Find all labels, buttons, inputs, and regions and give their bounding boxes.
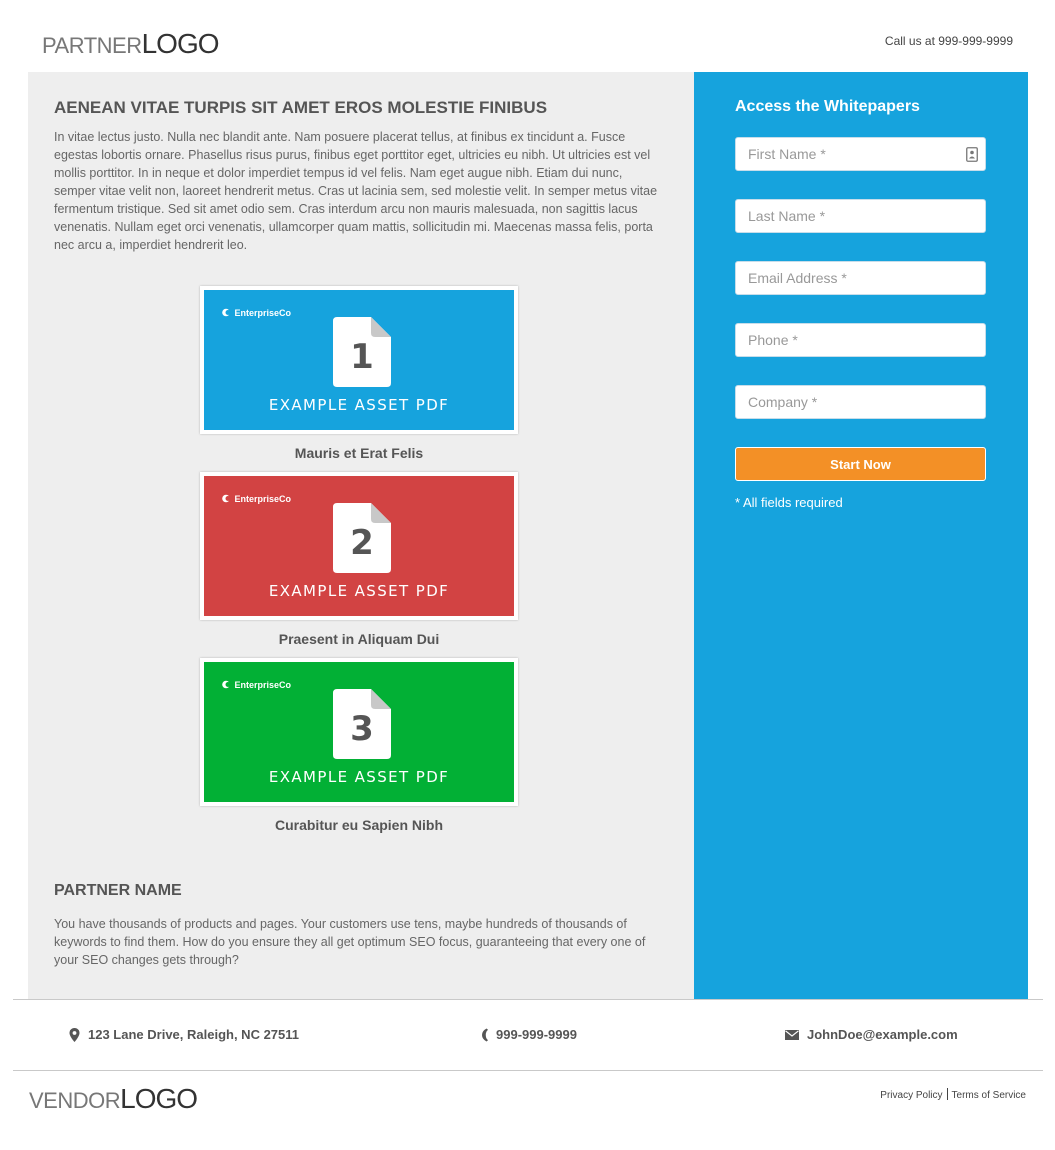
- partner-logo-bold: LOGO: [141, 28, 219, 59]
- start-now-button[interactable]: Start Now: [735, 447, 986, 481]
- document-icon: [333, 503, 391, 573]
- phone-icon: [482, 1028, 488, 1042]
- header-phone: Call us at 999-999-9999: [884, 34, 1013, 48]
- company-input[interactable]: [735, 385, 986, 419]
- location-pin-icon: [69, 1028, 80, 1042]
- asset-label: EXAMPLE ASSET PDF: [268, 768, 450, 786]
- last-name-input[interactable]: [735, 199, 986, 233]
- asset-brand-text: EnterpriseCo: [234, 680, 292, 690]
- terms-of-service-link[interactable]: Terms of Service: [951, 1090, 1026, 1101]
- phone-text[interactable]: 999-999-9999: [496, 1027, 577, 1042]
- asset-brand-text: EnterpriseCo: [234, 494, 292, 504]
- privacy-policy-link[interactable]: Privacy Policy: [880, 1090, 943, 1101]
- phone-input[interactable]: [735, 323, 986, 357]
- enterpriseco-logo: [222, 308, 291, 318]
- asset-item-1: [200, 286, 518, 461]
- asset-caption[interactable]: Curabitur eu Sapien Nibh: [274, 817, 443, 833]
- page-title: AENEAN VITAE TURPIS SIT AMET EROS MOLESTIE FINIBUS: [54, 98, 548, 117]
- required-fields-note: * All fields required: [735, 495, 843, 510]
- content-panel: [28, 72, 694, 999]
- asset-label: EXAMPLE ASSET PDF: [268, 396, 450, 414]
- email-info: [785, 1027, 958, 1042]
- header: [0, 0, 1055, 72]
- footer-link-separator: [947, 1088, 948, 1100]
- asset-thumbnail-2[interactable]: [200, 472, 518, 620]
- asset-item-3: [200, 658, 518, 833]
- vendor-logo-light: VENDOR: [29, 1088, 121, 1113]
- form-sidebar: [694, 72, 1028, 999]
- intro-text: In vitae lectus justo. Nulla nec blandit ante. Nam posuere placerat tellus, at finibus ex tincidunt a. Fusce egestas lobortis ornare. Phasellus risus purus, finibus eget porttitor eget, ultricies eu nibh. Ut ultricies est vel mollis porttitor. In in neque et dolor imperdiet tempus id vel felis. Nam eget augue nibh. Etiam dui nunc, semper vitae velit non, laoreet hendrerit metus. Cras ut lacinia sem, sed molestie velit. In semper metus vitae fermentum tristique. Sed sit amet odio sem. Cras interdum arcu non mauris malesuada, non sagittis lacus venenatis. Nullam eget orci venenatis, ullamcorper quam mattis, sollicitudin mi. Maecenas massa felis, porta nec arcu a, imperdiet hendrerit leo.: [54, 130, 658, 252]
- asset-item-2: [200, 472, 518, 647]
- asset-number: 3: [350, 709, 374, 749]
- info-divider-bottom: [13, 1070, 1043, 1071]
- asset-number: 2: [350, 523, 374, 563]
- address-info: [69, 1027, 299, 1042]
- partner-description: You have thousands of products and pages. Your customers use tens, maybe hundreds of thousands of keywords to find them. How do you ensure they all get optimum SEO focus, guaranteeing that every one of your SEO changes gets through?: [54, 917, 646, 967]
- email-text[interactable]: JohnDoe@example.com: [807, 1027, 958, 1042]
- vendor-logo[interactable]: [29, 1085, 197, 1113]
- enterpriseco-logo: [222, 494, 291, 504]
- vendor-logo-bold: LOGO: [120, 1083, 198, 1114]
- document-icon: [333, 689, 391, 759]
- form-title: Access the Whitepapers: [735, 98, 920, 115]
- enterpriseco-logo: [222, 680, 291, 690]
- brand-mark-icon: [222, 494, 232, 503]
- document-icon: [333, 317, 391, 387]
- email-input[interactable]: [735, 261, 986, 295]
- partner-logo[interactable]: [42, 30, 219, 58]
- asset-brand-text: EnterpriseCo: [234, 308, 292, 318]
- partner-name-heading: PARTNER NAME: [54, 882, 182, 899]
- partner-logo-light: PARTNER: [42, 33, 142, 58]
- contact-card-icon[interactable]: [966, 147, 978, 162]
- address-text: 123 Lane Drive, Raleigh, NC 27511: [88, 1027, 299, 1042]
- info-divider-top: [13, 999, 1043, 1000]
- asset-label: EXAMPLE ASSET PDF: [268, 582, 450, 600]
- envelope-icon: [785, 1030, 799, 1040]
- footer-links: [880, 1088, 1026, 1101]
- first-name-input[interactable]: [735, 137, 986, 171]
- asset-thumbnail-3[interactable]: [200, 658, 518, 806]
- main-section: [28, 72, 1028, 999]
- asset-caption[interactable]: Praesent in Aliquam Dui: [278, 631, 440, 647]
- phone-info: [482, 1027, 577, 1042]
- asset-number: 1: [350, 337, 374, 377]
- brand-mark-icon: [222, 308, 232, 317]
- asset-caption[interactable]: Mauris et Erat Felis: [294, 445, 424, 461]
- asset-thumbnail-1[interactable]: [200, 286, 518, 434]
- brand-mark-icon: [222, 680, 232, 689]
